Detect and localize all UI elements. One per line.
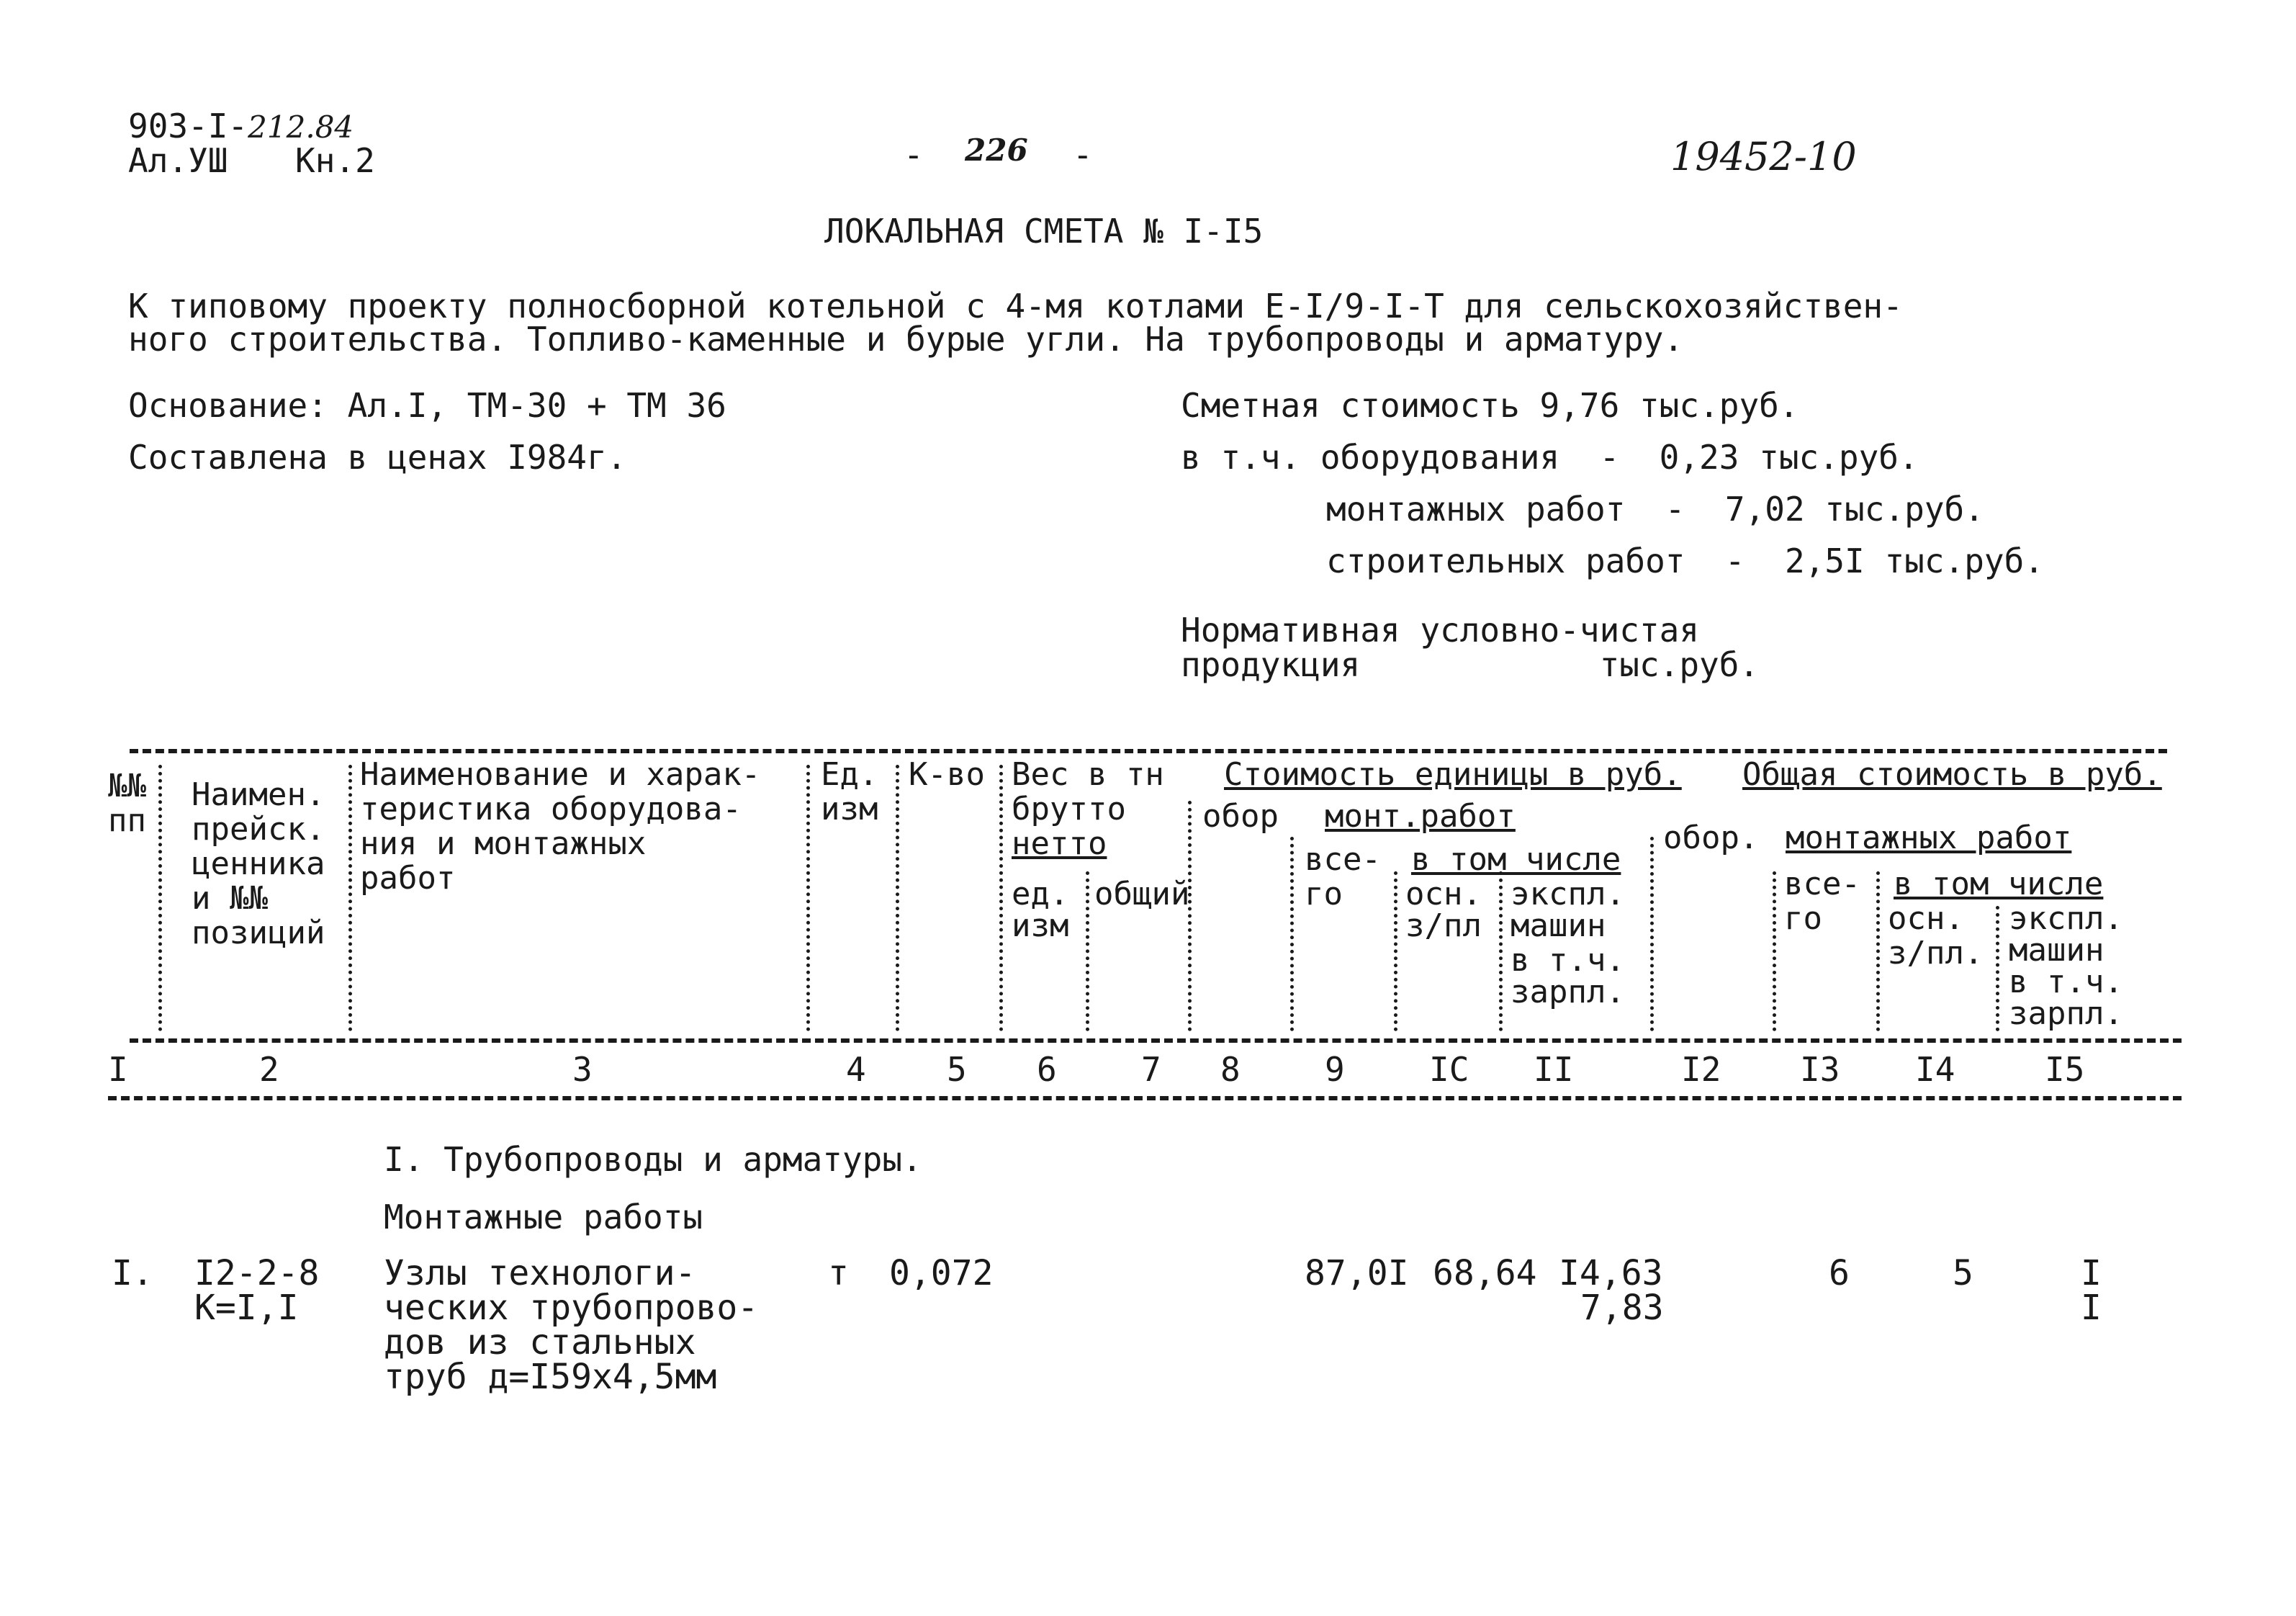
header-bottom-rule — [108, 1096, 2182, 1100]
row-unit: т — [828, 1253, 849, 1293]
col-divider-3 — [806, 765, 810, 1031]
col-divider-8 — [1290, 837, 1294, 1031]
description-line-2: ного строительства. Топливо-каменные и бурые угли. На трубопроводы и арматуру. — [128, 320, 1684, 359]
column-number: I2 — [1681, 1050, 1721, 1089]
row-total-machines: I — [2081, 1253, 2102, 1293]
header-total2-1: все- — [1784, 866, 1860, 902]
header-weight-unit-2: изм — [1012, 907, 1069, 944]
header-machines-1: экспл. — [1511, 876, 1625, 912]
header-weight-unit-1: ед. — [1012, 876, 1069, 912]
header-netto: нетто — [1012, 825, 1107, 862]
section-subtitle: Монтажные работы — [384, 1198, 703, 1236]
inventory-number: 19452-10 — [1670, 134, 1857, 179]
header-pricelist-1: Наимен. — [192, 776, 325, 813]
header-montage-2: монтажных работ — [1786, 820, 2072, 856]
header-brutto: брутто — [1012, 791, 1126, 827]
page-number: 226 — [965, 133, 1028, 168]
col-divider-7 — [1188, 801, 1192, 1031]
header-machines-wage-1: в т.ч. — [1511, 942, 1625, 979]
header-num-2: пп — [108, 802, 146, 839]
col-divider-10 — [1499, 871, 1503, 1031]
montage-cost: монтажных работ - 7,02 тыс.руб. — [1326, 490, 1984, 529]
header-including: в том числе — [1411, 841, 1621, 878]
header-pricelist-4: и №№ — [192, 880, 268, 917]
header-pricelist-5: позиций — [192, 915, 325, 951]
column-number: I4 — [1915, 1050, 1955, 1089]
row-unit-base-wage: 68,64 — [1433, 1253, 1537, 1293]
column-number: 5 — [947, 1050, 967, 1089]
column-number: I5 — [2045, 1050, 2085, 1089]
header-name-1: Наименование и харак- — [360, 756, 761, 793]
header-machines-wage2-2: зарпл. — [2009, 995, 2123, 1032]
row-name-line: труб д=I59х4,5мм — [384, 1357, 717, 1397]
row-number: I. — [112, 1253, 153, 1293]
column-number: IC — [1429, 1050, 1469, 1089]
row-name-line: ческих трубопрово- — [384, 1288, 759, 1328]
doc-code-prefix: 903-I- — [128, 107, 248, 145]
header-machines-2: машин — [1511, 907, 1606, 944]
column-number: 6 — [1037, 1050, 1057, 1089]
header-unit-2: изм — [821, 791, 878, 827]
header-montage: монт.работ — [1325, 798, 1516, 835]
header-total-2: го — [1305, 876, 1343, 912]
header-unit-cost: Стоимость единицы в руб. — [1224, 756, 1682, 793]
column-number: II — [1534, 1050, 1574, 1089]
column-number: 8 — [1220, 1050, 1241, 1089]
section-title: I. Трубопроводы и арматуры. — [384, 1140, 922, 1179]
header-name-3: ния и монтажных — [360, 825, 647, 862]
page-title: ЛОКАЛЬНАЯ СМЕТА № I-I5 — [824, 212, 1264, 251]
row-name-line: дов из стальных — [384, 1322, 696, 1363]
header-machines-wage-2: зарпл. — [1511, 974, 1625, 1010]
row-unit-machines: I4,63 — [1559, 1253, 1663, 1293]
col-divider-1 — [158, 765, 162, 1031]
column-number: I — [108, 1050, 128, 1089]
page-dash-right: - — [1073, 135, 1093, 174]
doc-code-handwritten: 212.84 — [248, 109, 354, 145]
col-divider-11 — [1650, 837, 1654, 1031]
header-qty: К-во — [909, 756, 985, 793]
row-code: I2-2-8 — [194, 1253, 320, 1293]
header-weight-total: общий — [1094, 876, 1190, 912]
description-line-1: К типовому проекту полносборной котельной с 4-мя котлами Е-I/9-I-Т для сельскохозяйствен- — [128, 287, 1903, 326]
table-top-rule — [130, 749, 2167, 753]
header-mid-rule — [130, 1038, 2182, 1043]
col-divider-4 — [896, 765, 899, 1031]
col-divider-12 — [1773, 871, 1776, 1031]
header-num-1: №№ — [108, 768, 146, 804]
header-equipment: обор — [1202, 798, 1279, 835]
column-number: 4 — [846, 1050, 866, 1089]
book-label: Кн.2 — [295, 141, 375, 180]
page-dash-left: - — [904, 135, 924, 174]
estimated-cost: Сметная стоимость 9,76 тыс.руб. — [1181, 386, 1799, 425]
row-coefficient: К=I,I — [194, 1288, 299, 1328]
col-divider-5 — [999, 765, 1003, 1031]
header-unit-1: Ед. — [821, 756, 878, 793]
normative-product-line-1: Нормативная условно-чистая — [1181, 611, 1700, 650]
header-pricelist-2: прейск. — [192, 811, 325, 848]
header-machines2-2: машин — [2009, 932, 2104, 969]
header-base-wage-1: осн. — [1405, 876, 1482, 912]
header-including-2: в том числе — [1894, 866, 2104, 902]
doc-code — [128, 108, 354, 145]
row-name-line: Узлы технологи- — [384, 1253, 696, 1293]
column-number: 2 — [259, 1050, 279, 1089]
normative-product-line-2: продукция тыс.руб. — [1181, 645, 1760, 684]
row-unit-machines-wage: 7,83 — [1580, 1288, 1664, 1328]
column-number: 9 — [1325, 1050, 1345, 1089]
header-total-cost: Общая стоимость в руб. — [1742, 756, 2162, 793]
row-total-montage: 6 — [1829, 1253, 1850, 1293]
header-equipment-2: обор. — [1663, 820, 1759, 856]
header-base-wage-2: з/пл — [1405, 907, 1482, 944]
header-base-wage2-1: осн. — [1888, 900, 1964, 937]
prices-year-text: Составлена в ценах I984г. — [128, 438, 627, 477]
col-divider-6 — [1086, 871, 1089, 1031]
header-total2-2: го — [1784, 900, 1822, 937]
row-quantity: 0,072 — [889, 1253, 994, 1293]
col-divider-9 — [1394, 871, 1397, 1031]
album-label: Ал.УШ — [128, 141, 228, 180]
header-pricelist-3: ценника — [192, 845, 325, 882]
header-total-1: все- — [1305, 841, 1381, 878]
col-divider-13 — [1876, 871, 1880, 1031]
equipment-cost: в т.ч. оборудования - 0,23 тыс.руб. — [1181, 438, 1919, 477]
column-number: 7 — [1141, 1050, 1161, 1089]
row-total-base-wage: 5 — [1953, 1253, 1973, 1293]
column-number: I3 — [1800, 1050, 1840, 1089]
header-weight: Вес в тн — [1012, 756, 1164, 793]
header-machines2-1: экспл. — [2009, 900, 2123, 937]
row-total-machines-wage: I — [2081, 1288, 2102, 1328]
row-unit-montage-total: 87,0I — [1305, 1253, 1409, 1293]
header-machines-wage2-1: в т.ч. — [2009, 964, 2123, 1000]
header-name-4: работ — [360, 860, 456, 897]
header-name-2: теристика оборудова- — [360, 791, 742, 827]
header-base-wage2-2: з/пл. — [1888, 935, 1984, 971]
col-divider-14 — [1996, 906, 1999, 1031]
column-number: 3 — [572, 1050, 593, 1089]
basis-text: Основание: Ал.I, ТМ-30 + ТМ 36 — [128, 386, 726, 425]
col-divider-2 — [348, 765, 352, 1031]
construction-cost: строительных работ - 2,5I тыс.руб. — [1326, 542, 2044, 580]
